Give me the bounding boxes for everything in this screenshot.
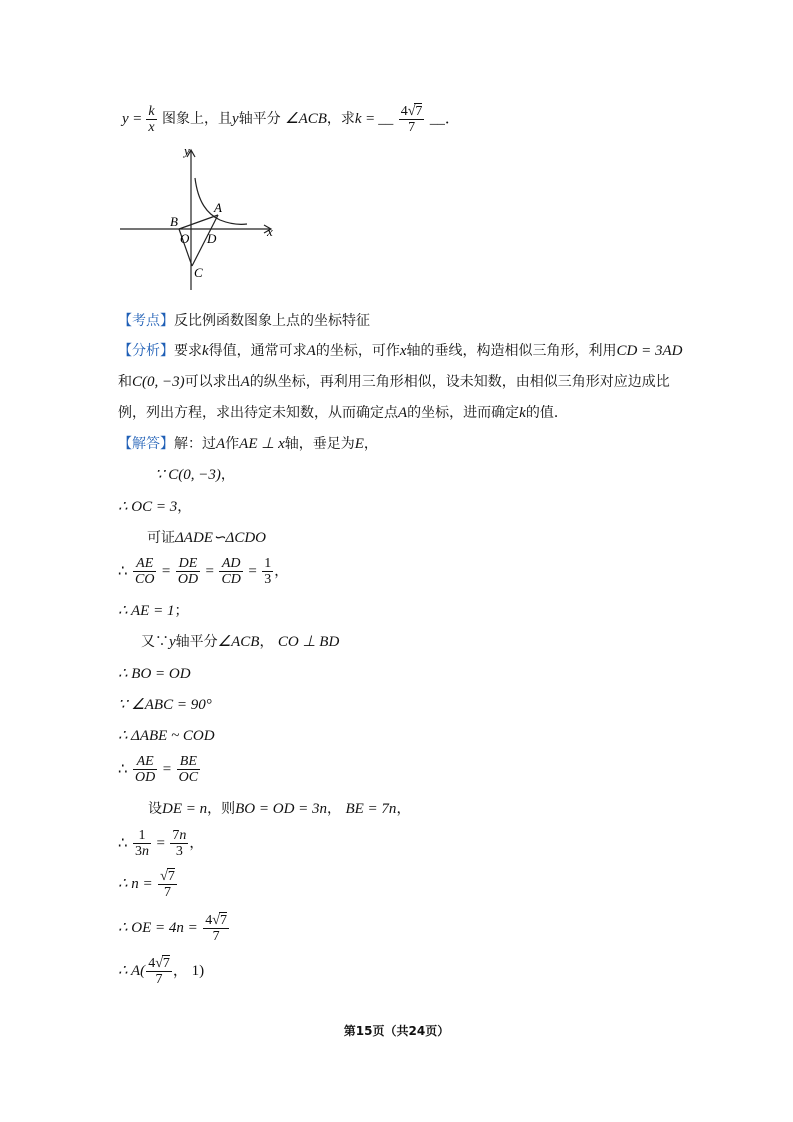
step-14: ∴ OE = 4n = $\frac{4√7}{7}$ <box>118 913 227 944</box>
step-11: 设DE = n，则BO = OD = 3n， BE = 7n， <box>148 801 411 817</box>
step-6: 又∵y轴平分∠ACB， CO ⊥ BD <box>141 634 340 650</box>
jieda-tag: 【解答】 <box>118 436 174 452</box>
step-12: ∴ $\frac{1}{3n}$ = $\frac{7n}{3}$ ， <box>118 828 204 859</box>
fenxi-line-3: 例，列出方程，求出待定未知数，从而确定点A的坐标，进而确定k的值． <box>118 405 568 421</box>
step-1: ∵ C(0, −3)， <box>155 467 235 483</box>
step-7: ∴ BO = OD <box>118 666 191 682</box>
step-13: ∴ n = $\frac{√7}{7}$ <box>118 869 175 900</box>
label-o: O <box>180 231 190 246</box>
problem-line: y = $\frac{k}{x}$ 图象上，且y轴平分 ∠ACB，求k = __ $\frac{4√7}{7}$ __． <box>122 103 460 135</box>
fenxi-line-1: 【分析】要求k得值，通常可求A的坐标，可作x轴的垂线，构造相似三角形，利用CD = 3AD <box>118 343 683 359</box>
fenxi-tag: 【分析】 <box>118 343 174 359</box>
label-a: A <box>214 200 222 215</box>
fenxi-line-2: 和C(0, −3)可以求出A的纵坐标，再利用三角形相似，设未知数，由相似三角形对应边成比 <box>118 374 670 390</box>
jieda-line: 【解答】解：过A作AE ⊥ x轴，垂足为E， <box>118 436 378 452</box>
label-d: D <box>207 231 217 246</box>
page-footer: 第15页（共24页） <box>343 1024 450 1038</box>
angle-acb: ∠ACB <box>285 111 327 127</box>
answer-fraction: $\frac{4√7}{7}$ <box>400 104 423 135</box>
kaodian-line <box>118 312 370 330</box>
func-y: y <box>122 111 129 127</box>
step-15: ∴ A( $\frac{4√7}{7}$ ， 1) <box>118 956 205 987</box>
problem-text-1: 图象上，且 <box>162 111 233 127</box>
step-10: ∴ $\frac{AE}{OD}$ = $\frac{BE}{OC}$ <box>118 754 199 785</box>
step-5: ∴ AE = 1； <box>118 603 189 619</box>
step-2: ∴ OC = 3， <box>118 499 192 515</box>
geometry-figure <box>115 142 285 292</box>
label-y: y <box>184 143 190 158</box>
kaodian-tag: 【考点】 <box>118 313 174 329</box>
step-8: ∵ ∠ABC = 90° <box>118 697 212 713</box>
label-x: x <box>267 224 273 239</box>
step-3: 可证ΔADE∽ΔCDO <box>147 530 267 546</box>
label-b: B <box>170 214 178 229</box>
func-fraction: $\frac{k}{x}$ <box>148 103 155 135</box>
step-9: ∴ ΔABE ~ COD <box>118 728 215 744</box>
kaodian-text: 反比例函数图象上点的坐标特征 <box>174 313 370 329</box>
label-c: C <box>194 265 203 280</box>
step-4: ∴ $\frac{AE}{CO}$ = $\frac{DE}{OD}$ = $\frac{AD}{CD}$ = $\frac{1}{3}$ ， <box>118 556 289 587</box>
